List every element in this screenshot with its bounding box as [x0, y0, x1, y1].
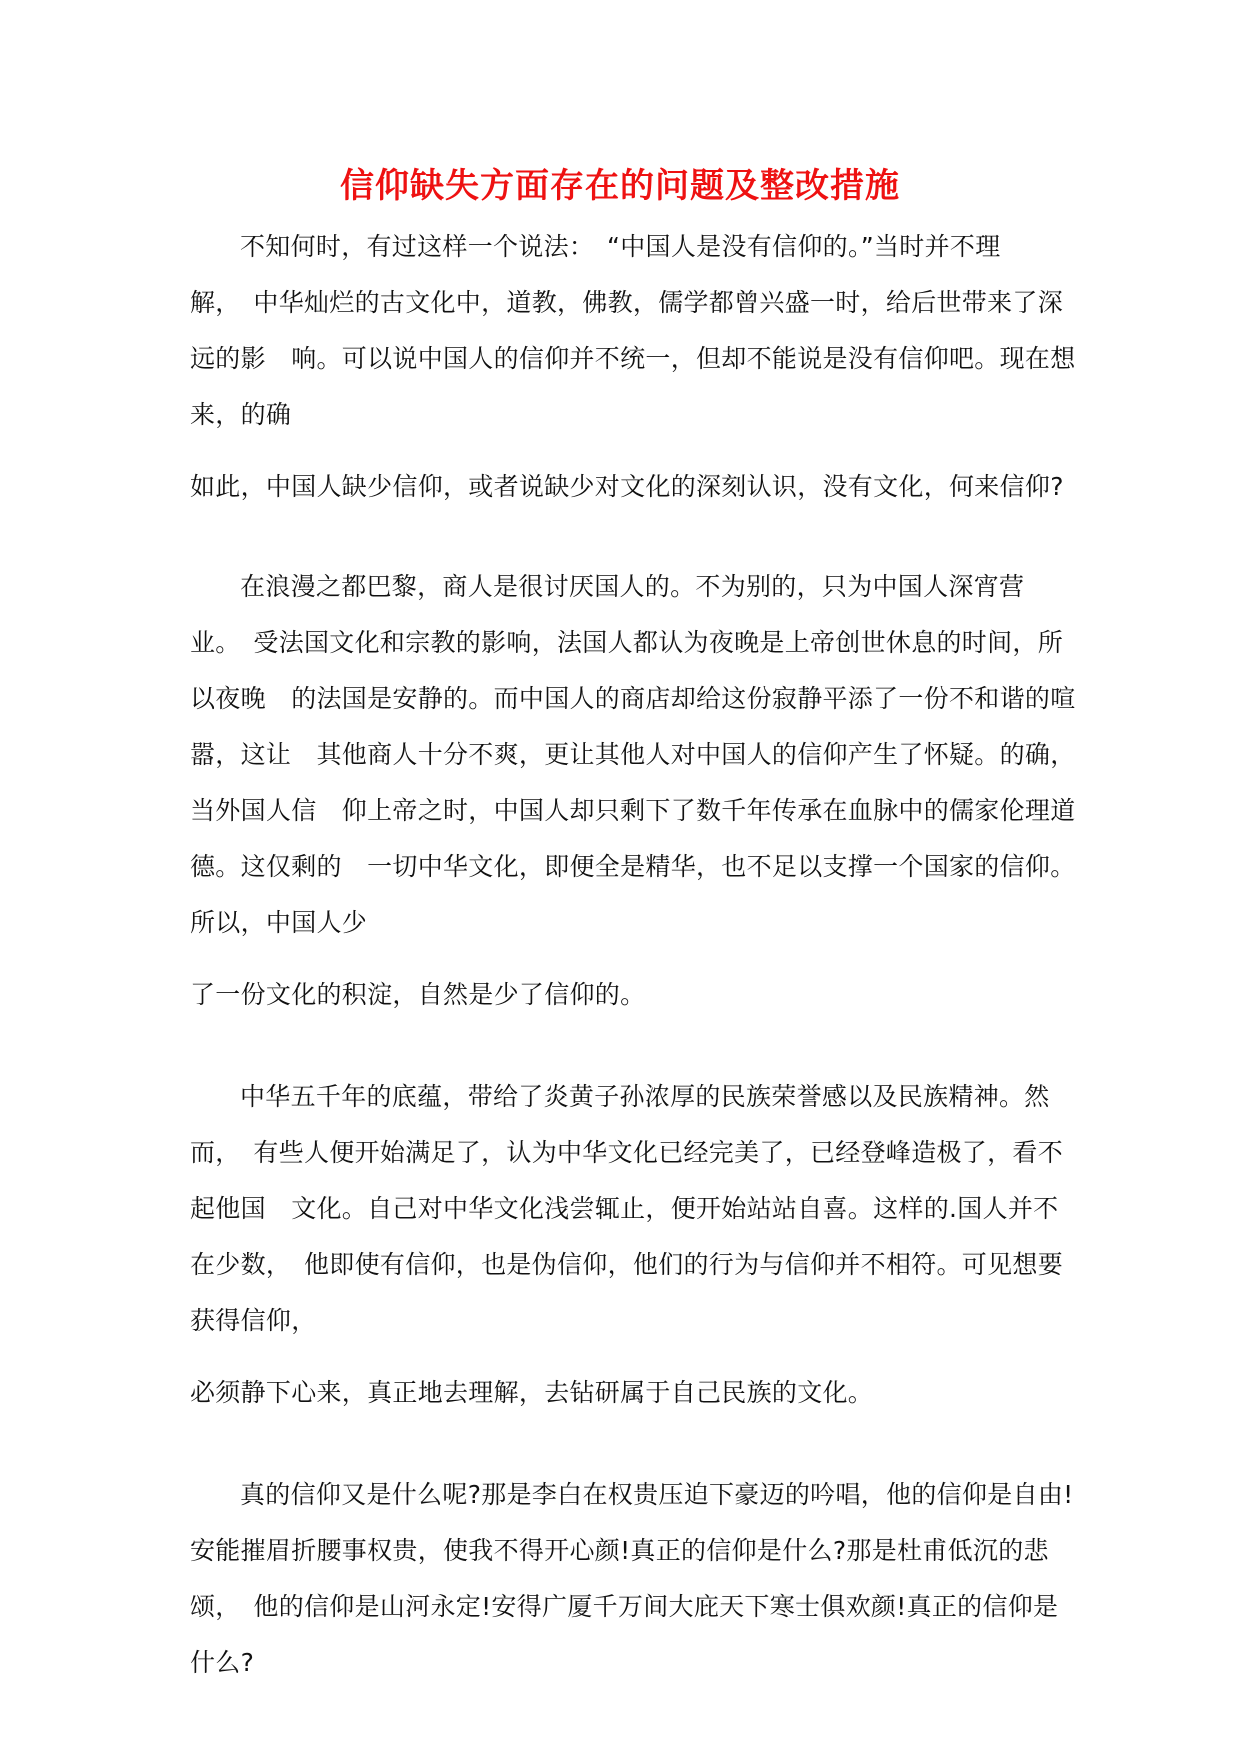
text-line-10: 当外国人信 仰上帝之时，中国人却只剩下了数千年传承在血脉中的儒家伦理道 — [190, 796, 1076, 825]
text-line-17: 在少数， 他即使有信仰，也是伪信仰，他们的行为与信仰并不相符。可见想要 — [190, 1250, 1064, 1279]
text-line-20: 真的信仰又是什么呢?那是李白在权贵压迫下豪迈的吟唱，他的信仰是自由! — [240, 1480, 1074, 1509]
text-line-5: 如此，中国人缺少信仰，或者说缺少对文化的深刻认识，没有文化，何来信仰? — [190, 472, 1064, 501]
text-line-18: 获得信仰， — [190, 1306, 317, 1335]
text-line-4: 来，的确 — [190, 400, 292, 429]
text-line-22: 颂， 他的信仰是山河永定!安得广厦千万间大庇天下寒士俱欢颜!真正的信仰是 — [190, 1592, 1059, 1621]
document-title: 信仰缺失方面存在的问题及整改措施 — [340, 166, 900, 206]
text-line-6: 在浪漫之都巴黎，商人是很讨厌国人的。不为别的，只为中国人深宵营 — [240, 572, 1025, 601]
text-line-16: 起他国 文化。自己对中华文化浅尝辄止，便开始站站自喜。这样的.国人并不 — [190, 1194, 1059, 1223]
text-line-1: 不知何时，有过这样一个说法： “中国人是没有信仰的。”当时并不理 — [240, 232, 1001, 261]
text-line-8: 以夜晚 的法国是安静的。而中国人的商店却给这份寂静平添了一份不和谐的喧 — [190, 684, 1076, 713]
text-line-15: 而， 有些人便开始满足了，认为中华文化已经完美了，已经登峰造极了，看不 — [190, 1138, 1064, 1167]
text-line-19: 必须静下心来，真正地去理解，去钻研属于自己民族的文化。 — [190, 1378, 874, 1407]
text-line-21: 安能摧眉折腰事权贵，使我不得开心颜!真正的信仰是什么?那是杜甫低沉的悲 — [190, 1536, 1049, 1565]
text-line-7: 业。 受法国文化和宗教的影响，法国人都认为夜晚是上帝创世休息的时间，所 — [190, 628, 1064, 657]
text-line-2: 解， 中华灿烂的古文化中，道教，佛教，儒学都曾兴盛一时，给后世带来了深 — [190, 288, 1064, 317]
text-line-13: 了一份文化的积淀，自然是少了信仰的。 — [190, 980, 646, 1009]
text-line-14: 中华五千年的底蕴，带给了炎黄子孙浓厚的民族荣誉感以及民族精神。然 — [240, 1082, 1050, 1111]
text-line-11: 德。这仅剩的 一切中华文化，即便全是精华，也不足以支撑一个国家的信仰。 — [190, 852, 1076, 881]
text-line-23: 什么? — [190, 1648, 255, 1677]
text-line-12: 所以，中国人少 — [190, 908, 368, 937]
text-line-9: 嚣，这让 其他商人十分不爽，更让其他人对中国人的信仰产生了怀疑。的确， — [190, 740, 1076, 769]
text-line-3: 远的影 响。可以说中国人的信仰并不统一，但却不能说是没有信仰吧。现在想 — [190, 344, 1076, 373]
